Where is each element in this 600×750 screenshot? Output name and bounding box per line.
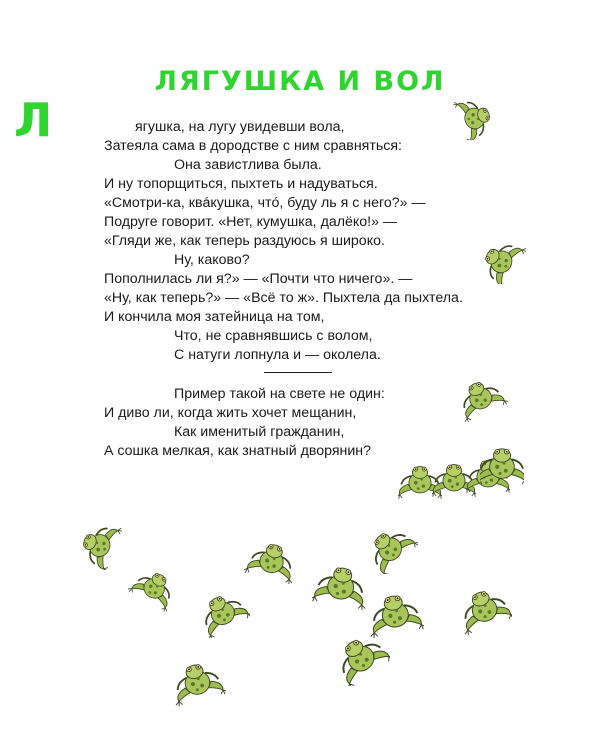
poem-line: Затеяла сама в дородстве с ним сравняться: bbox=[104, 138, 402, 154]
poem-line: С натуги лопнула и — околела. bbox=[174, 347, 381, 363]
poem-line: Ну, каково? bbox=[174, 252, 250, 268]
stanza-1 bbox=[104, 118, 504, 365]
poem-body bbox=[104, 118, 504, 461]
frog-icon bbox=[448, 96, 504, 140]
poem-line: Пример такой на свете не один: bbox=[174, 386, 385, 402]
frog-icon bbox=[456, 578, 512, 638]
stanza-2 bbox=[104, 385, 504, 461]
frog-icon bbox=[244, 532, 300, 588]
drop-cap: Л bbox=[14, 93, 53, 147]
frog-icon bbox=[470, 238, 530, 284]
frog-icon bbox=[452, 372, 508, 422]
poem-line: И кончила моя затейница на том, bbox=[104, 309, 325, 325]
poem-line: Пополнилась ли я?» — «Почти что ничего». — bbox=[104, 271, 413, 287]
poem-line: «Смотри-ка, квáкушка, чтó, буду ль я с него?» — bbox=[104, 195, 426, 211]
frog-icon bbox=[70, 520, 126, 570]
poem-line: А сошка мелкая, как знатный дворянин? bbox=[104, 443, 372, 459]
poem-line: «Ну, как теперь?» — «Всё то ж». Пыхтела да пыхтела. bbox=[104, 290, 463, 306]
page-title: ЛЯГУШКА И ВОЛ bbox=[154, 66, 446, 97]
frog-icon bbox=[312, 554, 370, 616]
frog-icon bbox=[194, 586, 250, 638]
poem-line: Она завистлива была. bbox=[174, 157, 322, 173]
frog-icon bbox=[128, 562, 182, 612]
frog-icon bbox=[480, 440, 524, 490]
frog-icon bbox=[330, 628, 390, 686]
poem-line: И диво ли, когда жить хочет мещанин, bbox=[104, 405, 357, 421]
frog-icon bbox=[168, 652, 226, 710]
poem-line: И ну топорщиться, пыхтеть и надуваться. bbox=[104, 176, 378, 192]
poem-line: «Гляди же, как теперь раздуюсь я широко. bbox=[104, 233, 385, 249]
poem-line: Подруге говорит. «Нет, кумушка, далёко!» — bbox=[104, 214, 398, 230]
poem-line: Как именитый гражданин, bbox=[174, 424, 345, 440]
poem-line: ягушка, на лугу увидевши вола, bbox=[135, 119, 345, 135]
poem-line: Что, не сравнявшись с волом, bbox=[174, 328, 373, 344]
stanza-divider bbox=[264, 372, 332, 373]
